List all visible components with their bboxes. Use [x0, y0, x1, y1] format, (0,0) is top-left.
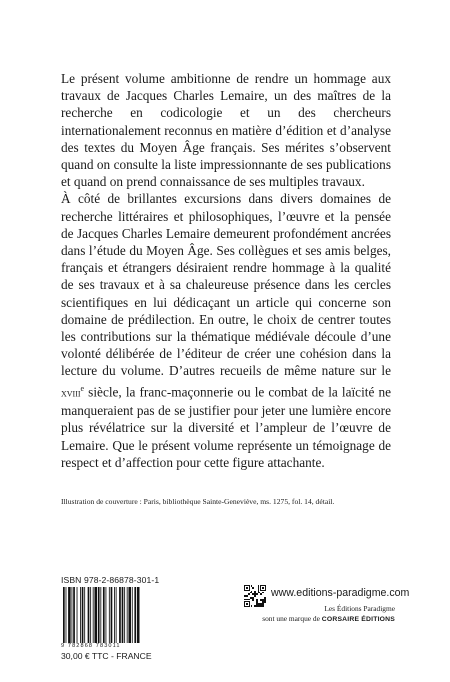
- publisher-website[interactable]: www.editions-paradigme.com: [271, 587, 410, 599]
- cover-illustration-credit: Illustration de couverture : Paris, bibliothèque Sainte-Geneviève, ms. 1275, fol. 14, détail.: [61, 497, 335, 506]
- blurb-paragraph-2-start: À côté de brillantes excursions dans divers domaines de recherche littéraires et philosophiques, l’œuvre et la pensée de Jacques Charles Lemaire demeurent profondément ancrées dans l’étude du Moyen Âge. Ses collègues et ses amis belges, français et étrangers désiraient rendre hommage à la qualité de ses travaux et à sa chaleureuse présence dans les cercles scientifiques en lui dédicaçant un article qui concerne son domaine de prédilection. En outre, le choix de centrer toutes les contributions sur la thématique médiévale découle d’une volonté délibérée de l’éditeur de créer une cohésion dans la lecture du volume. D’autres recueils de même nature sur le: [61, 191, 391, 379]
- century-numeral: xviii: [61, 387, 81, 400]
- barcode-digits: 9 782868 783011: [61, 643, 121, 649]
- blurb-paragraph-2: [61, 190, 391, 471]
- barcode-icon: [61, 587, 157, 643]
- isbn: ISBN 978-2-86878-301-1: [61, 575, 160, 585]
- blurb-text: [61, 70, 391, 471]
- publisher-brand: CORSAIRE ÉDITIONS: [321, 616, 395, 624]
- century-superscript: e: [80, 383, 85, 393]
- blurb-paragraph-2-end: siècle, la franc-maçonnerie ou le combat de la laïcité ne manqueraient pas de se justifier pour jeter une lumière encore plus révélatrice sur la diversité et l’ampleur de l’œuvre de Lemaire. Que le présent volume représente un témoignage de respect et d’affection pour cette figure attachante.: [61, 384, 391, 470]
- price: 30,00 € TTC - FRANCE: [61, 651, 152, 661]
- blurb-paragraph-1: Le présent volume ambitionne de rendre un hommage aux travaux de Jacques Charles Lemaire, un des maîtres de la recherche en codicologie et un des chercheurs internationalement reconnus en matière d’édition et d’analyse des textes du Moyen Âge français. Ses mérites s’observent quand on consulte la liste impressionnante de ses publications et quand on prend connaissance de ses multiples travaux.: [61, 71, 391, 190]
- publisher-info: [250, 604, 395, 625]
- publisher-brand-line: [250, 614, 395, 625]
- publisher-brand-prefix: sont une marque de: [262, 614, 320, 624]
- publisher-name: Les Éditions Paradigme: [324, 604, 395, 613]
